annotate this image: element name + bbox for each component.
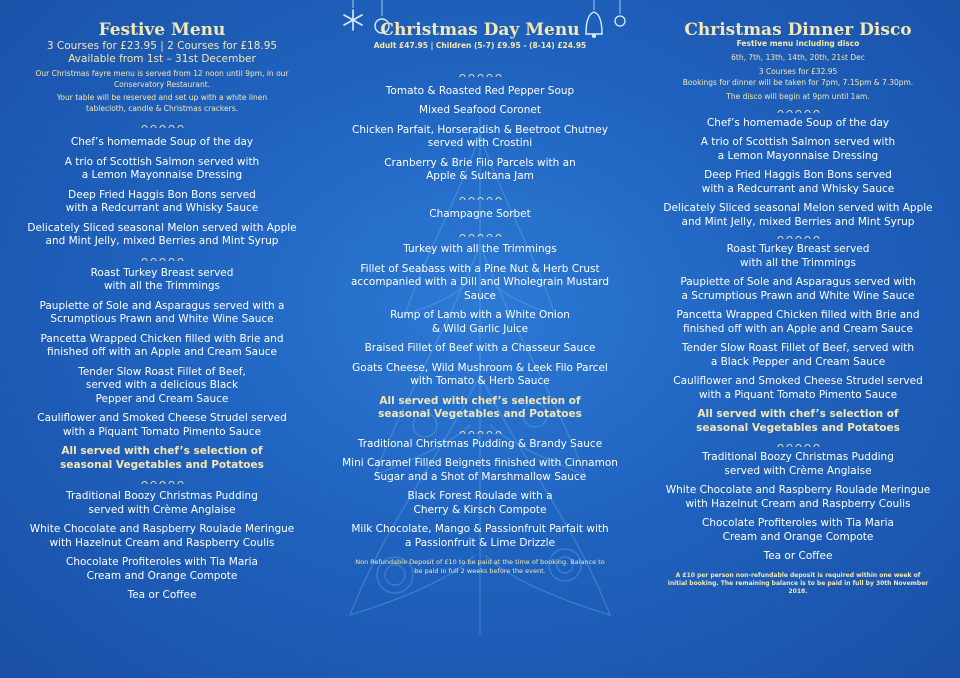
menu-item: Tender Slow Roast Fillet of Beef, served with a delicious Black Pepper and Cream Sauce [78, 365, 246, 405]
mains-note: All served with chef’s selection of seasonal Vegetables and Potatoes [696, 408, 900, 434]
dates: 6th, 7th, 13th, 14th, 20th, 21st Dec [731, 52, 865, 62]
menu-item: Cranberry & Brie Filo Parcels with an Apple & Sultana Jam [384, 156, 576, 182]
menu-item: A trio of Scottish Salmon served with a Lemon Mayonnaise Dressing [64, 155, 260, 181]
menu-item: Milk Chocolate, Mango & Passionfruit Parfait with a Passionfruit & Lime Drizzle [351, 523, 609, 549]
menu-item: Paupiette of Sole and Asparagus served with a Scrumptious Prawn and White Wine Sauce [680, 276, 916, 302]
menu-item: Rump of Lamb with a White Onion & Wild Garlic Juice [390, 309, 570, 335]
menu-item: Goats Cheese, Wild Mushroom & Leek Filo Parcel with Tomato & Herb Sauce [352, 361, 608, 387]
menu-item: Chef’s homemade Soup of the day [70, 136, 254, 148]
divider [458, 428, 502, 434]
divider [458, 194, 502, 200]
subtitle: Festive menu including disco [736, 39, 860, 48]
mains-note: All served with chef’s selection of seasonal Vegetables and Potatoes [60, 445, 264, 471]
menu-item: Mixed Seafood Coronet [419, 104, 541, 116]
menu-item: Tea or Coffee [763, 550, 833, 562]
price-line: 3 Courses for £23.95 | 2 Courses for £18.95 [46, 40, 278, 52]
intro-text: Our Christmas fayre menu is served from 12 noon until 9pm, in our Conservatory Restaurant. [35, 69, 289, 89]
menu-item: Black Forest Roulade with a Cherry & Kirsch Compote [407, 490, 553, 516]
menu-item: Deep Fried Haggis Bon Bons served with a Redcurrant and Whisky Sauce [65, 188, 259, 214]
divider [458, 71, 502, 77]
menu-item: Braised Fillet of Beef with a Chasseur Sauce [364, 342, 596, 354]
menu-item: Roast Turkey Breast served with all the Trimmings [90, 266, 234, 292]
availability: Available from 1st – 31st December [68, 53, 256, 65]
mains-note: All served with chef’s selection of seasonal Vegetables and Potatoes [378, 394, 582, 420]
menu-item: Cauliflower and Smoked Cheese Strudel served with a Piquant Tomato Pimento Sauce [37, 412, 287, 438]
menu-item: Pancetta Wrapped Chicken filled with Brie and finished off with an Apple and Cream Sauce [40, 332, 284, 358]
menu-item: Tomato & Roasted Red Pepper Soup [385, 84, 575, 97]
menu-title: Christmas Day Menu [380, 20, 580, 40]
christmas-day-column [328, 20, 632, 575]
menu-title: Christmas Dinner Disco [684, 20, 912, 40]
sorbet-item: Champagne Sorbet [429, 207, 531, 220]
dinner-disco-column [636, 20, 960, 596]
divider [458, 231, 502, 237]
menu-item: Paupiette of Sole and Asparagus served with a Scrumptious Prawn and White Wine Sauce [39, 299, 285, 325]
menu-item: Mini Caramel Filled Beignets finished with Cinnamon Sugar and a Shot of Marshmallow Sauce [342, 457, 618, 483]
menu-item: Cauliflower and Smoked Cheese Strudel served with a Piquant Tomato Pimento Sauce [673, 375, 923, 401]
menu-item: Deep Fried Haggis Bon Bons served with a Redcurrant and Whisky Sauce [701, 169, 895, 195]
menu-item: Roast Turkey Breast served with all the Trimmings [726, 243, 870, 269]
menu-item: Chicken Parfait, Horseradish & Beetroot Chutney served with Crostini [352, 123, 608, 149]
menu-item: Tender Slow Roast Fillet of Beef, served with a Black Pepper and Cream Sauce [681, 342, 915, 368]
menu-item: Turkey with all the Trimmings [403, 243, 557, 255]
menu-item: Pancetta Wrapped Chicken filled with Brie and finished off with an Apple and Cream Sauce [676, 309, 920, 335]
menu-item: Traditional Christmas Pudding & Brandy Sauce [357, 437, 603, 450]
menu-title: Festive Menu [98, 20, 226, 40]
intro-text: Your table will be reserved and set up with a white linen tablecloth, candle & Christmas crackers. [56, 93, 268, 113]
menu-item: Tea or Coffee [127, 589, 197, 601]
deposit-note: Non Refundable Deposit of £10 to be paid at the time of booking. Balance to be paid in full 2 weeks before the event. [355, 558, 605, 575]
bookings: Bookings for dinner will be taken for 7pm, 7.15pm & 7.30pm. [682, 77, 914, 87]
menu-item: White Chocolate and Raspberry Roulade Meringue with Hazelnut Cream and Raspberry Coulis [665, 484, 931, 510]
menu-item: Traditional Boozy Christmas Pudding served with Crème Anglaise [702, 451, 894, 477]
menu-item: Delicately Sliced seasonal Melon served with Apple and Mint Jelly, mixed Berries and Mint Syrup [27, 221, 297, 247]
divider [140, 255, 184, 261]
menu-item: Traditional Boozy Christmas Pudding served with Crème Anglaise [66, 490, 258, 516]
menu-item: A trio of Scottish Salmon served with a Lemon Mayonnaise Dressing [700, 136, 896, 162]
divider [776, 107, 820, 113]
menu-item: Chocolate Profiteroles with Tia Maria Cream and Orange Compote [702, 517, 894, 543]
price-line: 3 Courses for £32.95 [758, 67, 838, 76]
menu-item: White Chocolate and Raspberry Roulade Meringue with Hazelnut Cream and Raspberry Coulis [29, 523, 295, 549]
menu-item: Chef’s homemade Soup of the day [706, 116, 890, 129]
disco-time: The disco will begin at 9pm until 1am. [726, 92, 870, 101]
festive-menu-column [0, 20, 324, 603]
deposit-note: A £10 per person non-refundable deposit is required within one week of initial booking. The remaining balance is to be paid in full by 30th November 2018. [667, 571, 929, 595]
menu-item: Chocolate Profiteroles with Tia Maria Cream and Orange Compote [66, 556, 258, 582]
divider [140, 478, 184, 484]
divider [140, 122, 184, 128]
menu-item: Fillet of Seabass with a Pine Nut & Herb Crust accompanied with a Dill and Wholegrain Mustard Sauce [350, 262, 610, 302]
divider [776, 233, 820, 239]
menu-item: Delicately Sliced seasonal Melon served with Apple and Mint Jelly, mixed Berries and Mint Syrup [663, 202, 933, 228]
divider [776, 441, 820, 447]
price-line: Adult £47.95 | Children (5-7) £9.95 - (8-14) £24.95 [373, 41, 587, 50]
